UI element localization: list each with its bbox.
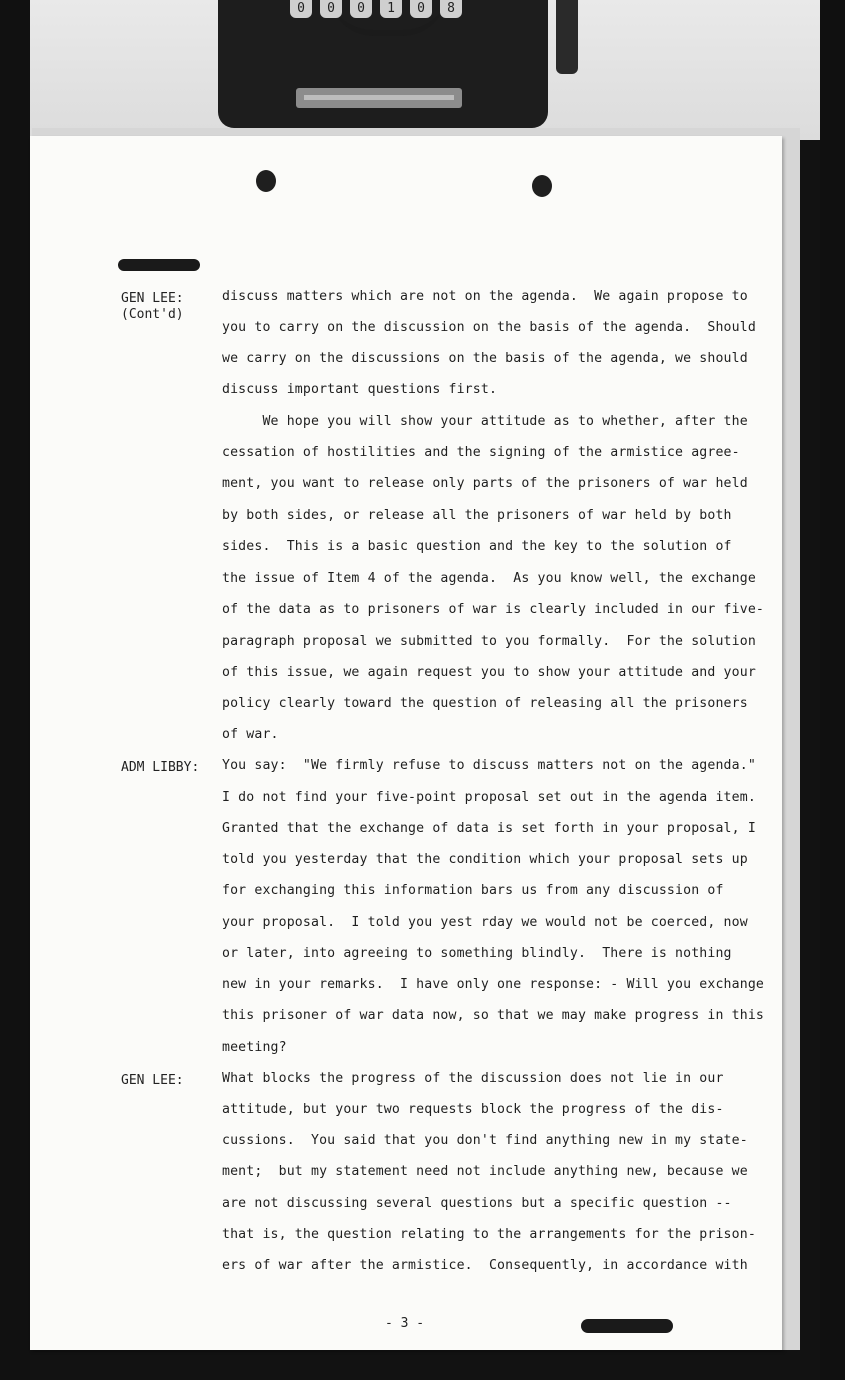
text-line: for exchanging this information bars us from any discussion of	[222, 883, 724, 898]
counter-digits	[290, 0, 462, 18]
speaker-label: GEN LEE:	[121, 1073, 184, 1088]
speaker-label: GEN LEE:	[121, 291, 184, 306]
text-line: ment; but my statement need not include anything new, because we	[222, 1164, 748, 1179]
speaker-label-continued: (Cont'd)	[121, 307, 184, 322]
counter-plate	[296, 88, 462, 108]
text-line: of this issue, we again request you to show your attitude and your	[222, 665, 756, 680]
counter-digit: 0	[290, 0, 312, 18]
text-line: told you yesterday that the condition which your proposal sets up	[222, 852, 748, 867]
text-line: of war.	[222, 727, 279, 742]
scan-border-left	[0, 0, 30, 1380]
counter-knob	[556, 0, 578, 74]
text-line: policy clearly toward the question of releasing all the prisoners	[222, 696, 748, 711]
text-line: we carry on the discussions on the basis of the agenda, we should	[222, 351, 748, 366]
text-line: We hope you will show your attitude as to whether, after the	[222, 414, 748, 429]
text-line: I do not find your five-point proposal set out in the agenda item.	[222, 790, 756, 805]
text-line: are not discussing several questions but a specific question --	[222, 1196, 732, 1211]
redaction-mark	[118, 259, 200, 271]
text-line: by both sides, or release all the prisoners of war held by both	[222, 508, 732, 523]
text-line: paragraph proposal we submitted to you formally. For the solution	[222, 634, 756, 649]
counter-digit: 8	[440, 0, 462, 18]
text-line: ers of war after the armistice. Consequently, in accordance with	[222, 1258, 748, 1273]
text-line: new in your remarks. I have only one response: - Will you exchange	[222, 977, 764, 992]
text-line: this prisoner of war data now, so that we may make progress in this	[222, 1008, 764, 1023]
text-line: sides. This is a basic question and the key to the solution of	[222, 539, 732, 554]
counter-digit: 1	[380, 0, 402, 18]
redaction-mark	[581, 1319, 673, 1333]
scan-border-right	[820, 0, 845, 1380]
text-line: cessation of hostilities and the signing of the armistice agree-	[222, 445, 740, 460]
page-number: - 3 -	[385, 1316, 425, 1331]
text-line: you to carry on the discussion on the basis of the agenda. Should	[222, 320, 756, 335]
text-line: your proposal. I told you yest rday we would not be coerced, now	[222, 915, 748, 930]
text-line: of the data as to prisoners of war is clearly included in our five-	[222, 602, 764, 617]
text-line: the issue of Item 4 of the agenda. As you know well, the exchange	[222, 571, 756, 586]
punch-hole	[256, 170, 276, 192]
counter-digit: 0	[320, 0, 342, 18]
text-line: that is, the question relating to the arrangements for the prison-	[222, 1227, 756, 1242]
text-line: cussions. You said that you don't find anything new in my state-	[222, 1133, 748, 1148]
text-line: or later, into agreeing to something blindly. There is nothing	[222, 946, 732, 961]
frame-counter-device	[218, 0, 548, 128]
text-line: attitude, but your two requests block the progress of the dis-	[222, 1102, 724, 1117]
punch-hole	[532, 175, 552, 197]
text-line: What blocks the progress of the discussion does not lie in our	[222, 1071, 724, 1086]
text-line: meeting?	[222, 1040, 287, 1055]
counter-digit: 0	[350, 0, 372, 18]
text-line: discuss important questions first.	[222, 382, 498, 397]
text-line: ment, you want to release only parts of the prisoners of war held	[222, 476, 748, 491]
text-line: discuss matters which are not on the agenda. We again propose to	[222, 289, 748, 304]
speaker-label: ADM LIBBY:	[121, 760, 200, 775]
counter-digit: 0	[410, 0, 432, 18]
text-line: Granted that the exchange of data is set forth in your proposal, I	[222, 821, 756, 836]
text-line: You say: "We firmly refuse to discuss matters not on the agenda."	[222, 758, 756, 773]
